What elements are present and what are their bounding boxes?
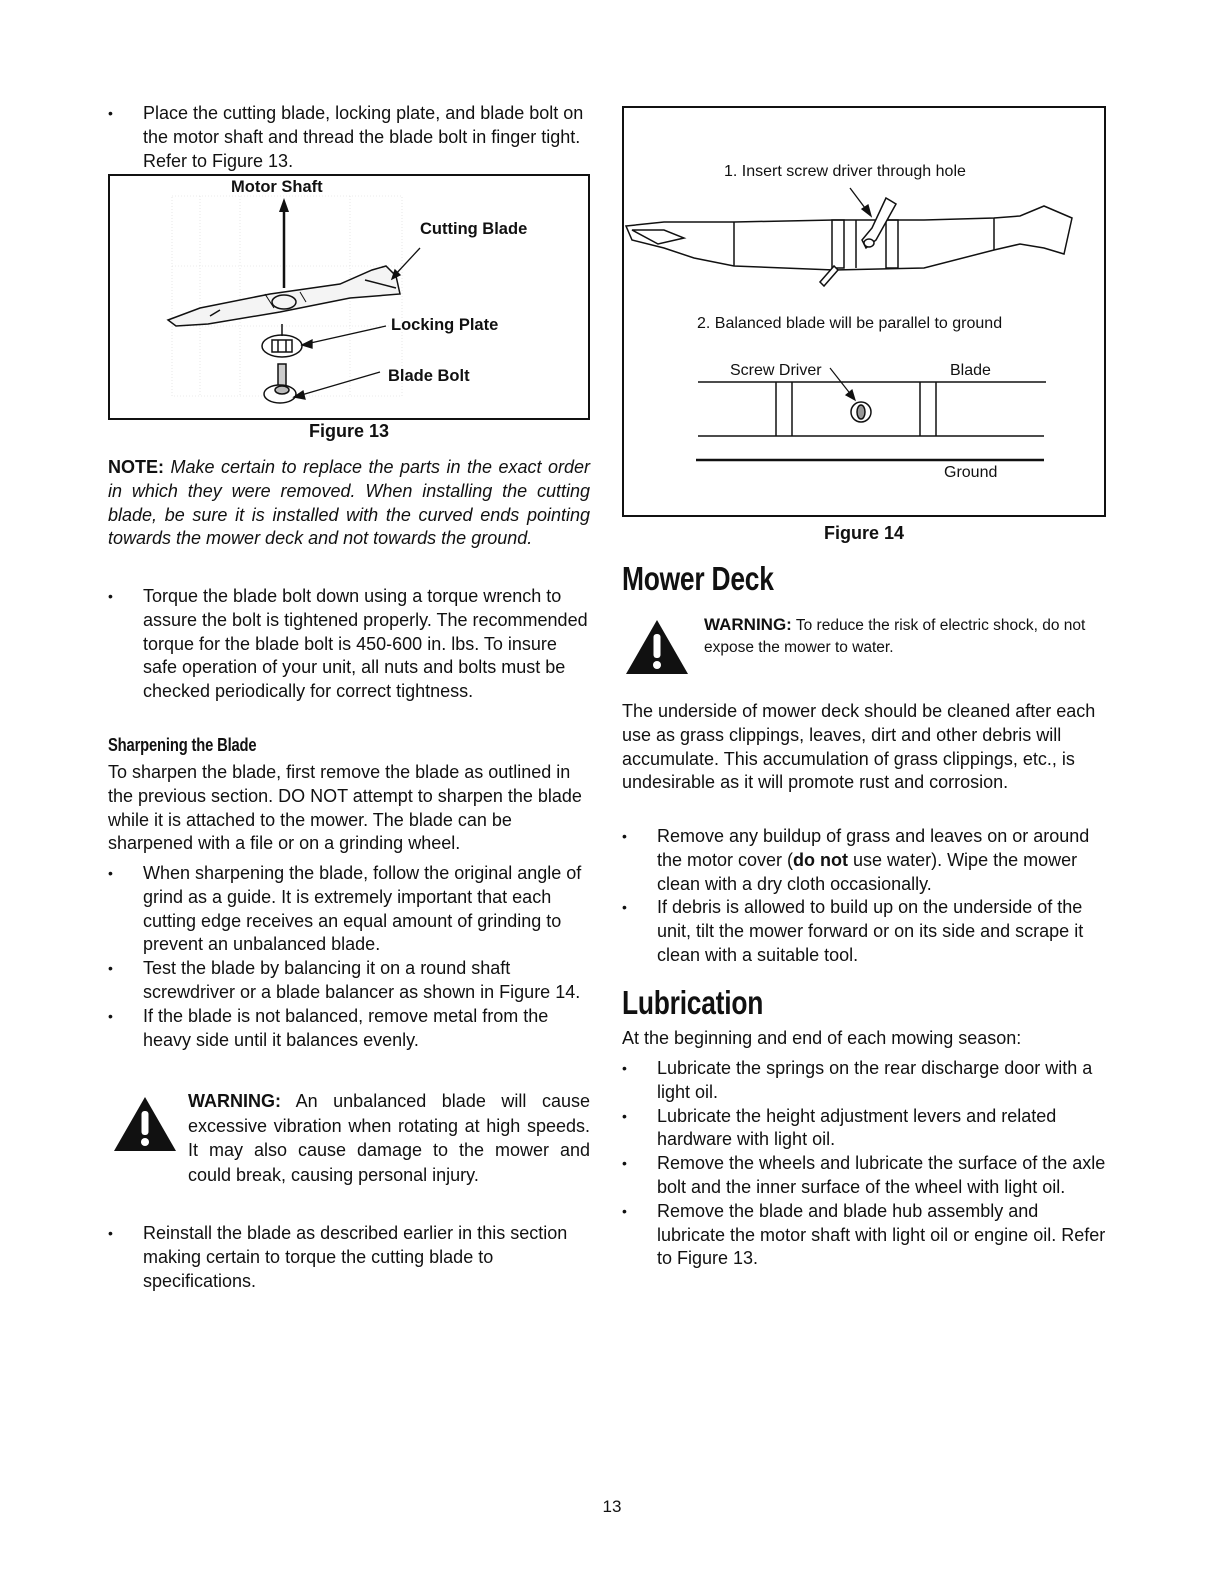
note-label: NOTE: (108, 457, 164, 477)
lubrication-intro: At the beginning and end of each mowing season: (622, 1028, 1022, 1048)
list-item: • When sharpening the blade, follow the original angle of grind as a guide. It is extremely important that each cutting edge receives an equal amount of grinding to prevent an unbalanced blade. (108, 862, 590, 957)
label-motor-shaft: Motor Shaft (231, 178, 323, 196)
figure-14-drawing (624, 108, 1104, 515)
list-item: • Remove the blade and blade hub assembly and lubricate the motor shaft with light oil or engine oil. Refer to Figure 13. (622, 1200, 1106, 1271)
mower-deck-heading: Mower Deck (622, 560, 774, 597)
label-cutting-blade: Cutting Blade (420, 220, 528, 238)
figure-13-caption: Figure 13 (308, 421, 390, 441)
list-item: • Place the cutting blade, locking plate, and blade bolt on the motor shaft and thread the blade bolt in finger tight. Refer to Figure 13. (108, 102, 590, 173)
figure-13 (108, 174, 590, 420)
sharpening-intro: To sharpen the blade, first remove the blade as outlined in the previous section. DO NOT attempt to sharpen the blade while it is attached to the mower. The blade can be sharpened with a file or on a grinding wheel. (108, 762, 582, 854)
warning-text-electric (704, 614, 1106, 659)
sharpening-heading: Sharpening the Blade (108, 735, 257, 755)
figure-13-drawing (110, 176, 588, 418)
deck-bullet1-post: use water). Wipe the mower clean with a dry cloth occasionally. (657, 849, 1078, 894)
locking-plate-drawing (262, 335, 302, 357)
figure-14-step1: 1. Insert screw driver through hole (724, 163, 966, 180)
motor-shaft (279, 198, 289, 288)
list-item: • Reinstall the blade as described earlier in this section making certain to torque the cutting blade to specifications. (108, 1222, 590, 1293)
warning-label: WARNING: (704, 615, 792, 634)
warning-triangle-icon (112, 1095, 178, 1153)
list-item: • Test the blade by balancing it on a round shaft screwdriver or a blade balancer as shown in Figure 14. (108, 957, 590, 1005)
deck-bullet1-bold: do not (793, 849, 849, 870)
lubrication-bullets (622, 1057, 1106, 1271)
label-screw-driver: Screw Driver (730, 362, 822, 379)
bullet-list-place (108, 102, 590, 173)
warning-label: WARNING: (188, 1091, 281, 1111)
page-number: 13 (602, 1497, 622, 1516)
bullet-list-reinstall (108, 1222, 590, 1293)
list-item: • Lubricate the height adjustment levers and related hardware with light oil. (622, 1105, 1106, 1153)
figure-14 (622, 106, 1106, 517)
warning-text-unbalanced (188, 1089, 590, 1187)
note-text: Make certain to replace the parts in the exact order in which they were removed. When installing the cutting blade, be sure it is installed with the curved ends pointing towards the mower deck and not towards the ground. (108, 457, 590, 549)
warning-triangle-icon (624, 618, 690, 676)
deck-bullets (622, 825, 1106, 968)
figure-14-step2: 2. Balanced blade will be parallel to ground (697, 315, 1003, 332)
blade-side-drawing (626, 206, 1072, 270)
deck-bullet1-pre: Remove any buildup of grass and leaves on or around the motor cover ( (657, 826, 1090, 870)
warning-block-electric (622, 614, 1106, 659)
warning-body: An unbalanced blade will cause excessive vibration when rotating at high speeds. It may also cause damage to the mower and could break, causing personal injury. (188, 1091, 590, 1185)
bullet-list-torque (108, 585, 590, 704)
list-item: • Lubricate the springs on the rear discharge door with a light oil. (622, 1057, 1106, 1105)
warning-block-unbalanced (108, 1089, 590, 1187)
label-locking-plate: Locking Plate (391, 316, 499, 334)
list-item: • Remove the wheels and lubricate the surface of the axle bolt and the inner surface of the wheel with light oil. (622, 1152, 1106, 1200)
label-ground: Ground (944, 464, 998, 481)
list-item: • If the blade is not balanced, remove metal from the heavy side until it balances evenly. (108, 1005, 590, 1053)
label-blade: Blade (950, 362, 991, 379)
balanced-blade-drawing (698, 382, 1046, 436)
note-paragraph (108, 456, 590, 551)
label-blade-bolt: Blade Bolt (388, 367, 470, 385)
list-item (622, 825, 1106, 896)
figure-14-caption: Figure 14 (823, 523, 905, 543)
warning-body: To reduce the risk of electric shock, do not expose the mower to water. (704, 617, 1086, 656)
list-item: • If debris is allowed to build up on the underside of the unit, tilt the mower forward or on its side and scrape it clean with a suitable tool. (622, 896, 1106, 967)
list-item: • Torque the blade bolt down using a torque wrench to assure the bolt is tightened properly. The recommended torque for the blade bolt is 450-600 in. lbs. To insure safe operation of your unit, all nuts and bolts must be checked periodically for correct tightness. (108, 585, 590, 704)
sharpening-bullets (108, 862, 590, 1052)
lubrication-heading: Lubrication (622, 984, 764, 1021)
deck-intro: The underside of mower deck should be cleaned after each use as grass clippings, leaves, dirt and other debris will accumulate. This accumulation of grass clippings, etc., is undesirable as it will promote rust and corrosion. (622, 701, 1096, 793)
